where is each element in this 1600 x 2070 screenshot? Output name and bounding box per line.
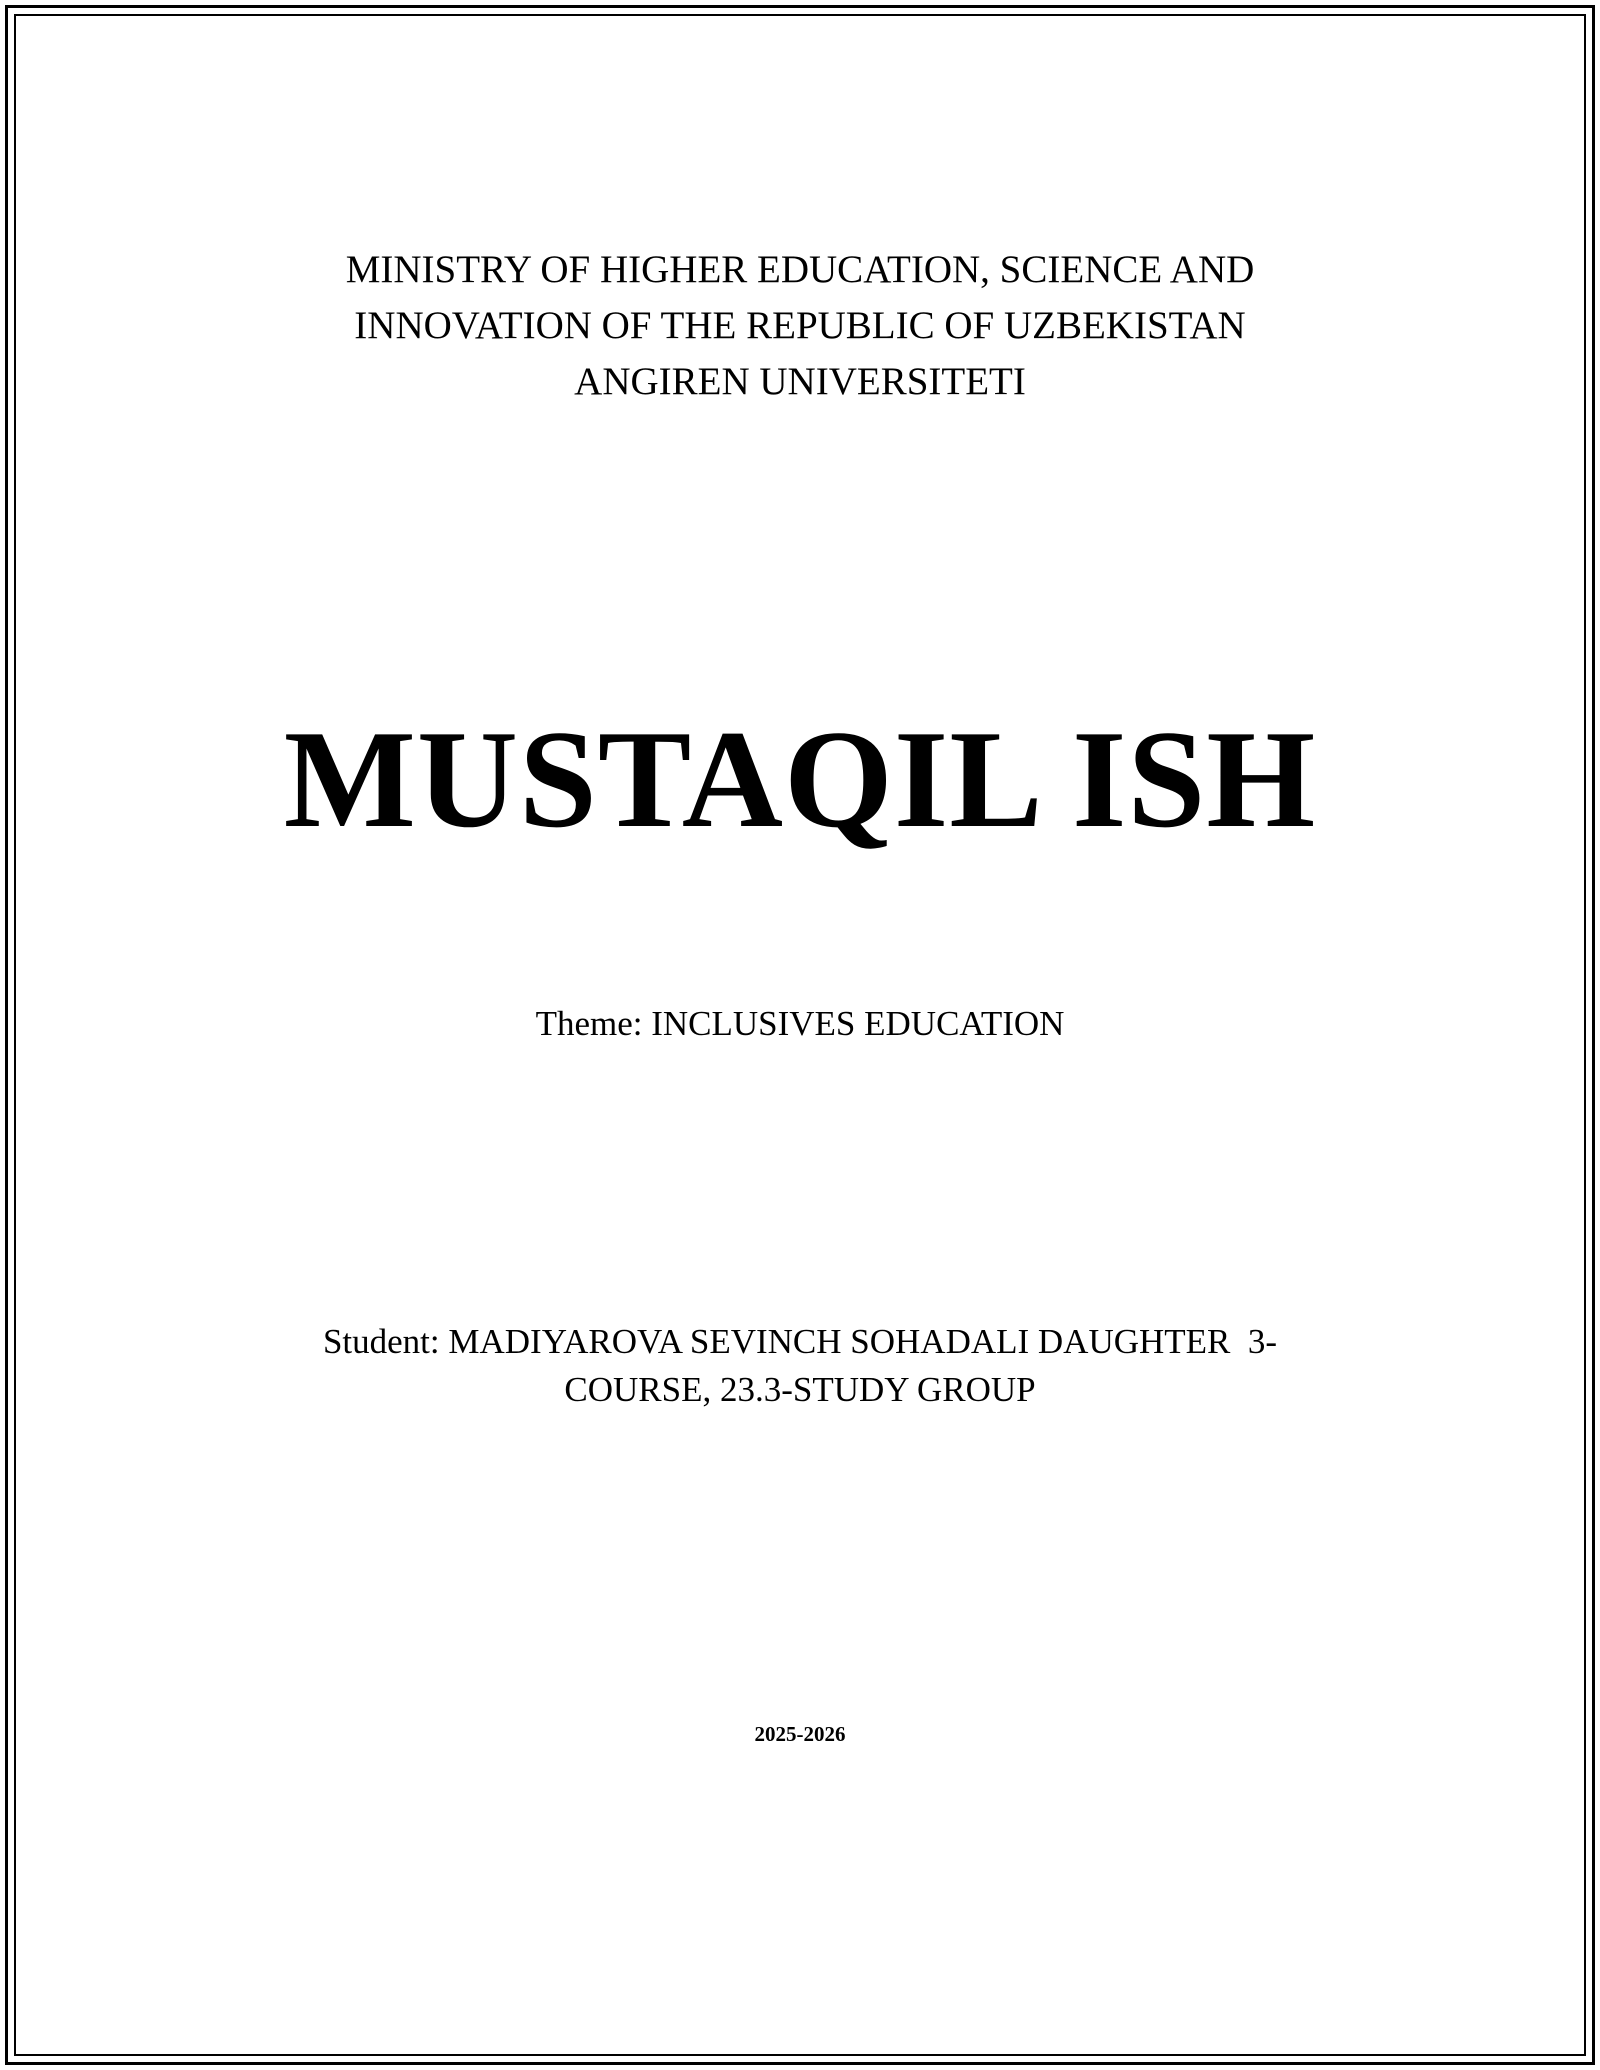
header-line-3: ANGIREN UNIVERSITETI [574, 360, 1026, 403]
academic-year: 2025-2026 [754, 1722, 846, 1746]
student-line-2: COURSE, 23.3-STUDY GROUP [564, 1370, 1036, 1409]
student-info [0, 1318, 1600, 1414]
student-line-1: Student: MADIYAROVA SEVINCH SOHADALI DAUGHTER 3- [322, 1322, 1278, 1361]
theme-line: Theme: INCLUSIVES EDUCATION [535, 1004, 1065, 1043]
institution-header [0, 242, 1600, 410]
header-line-2: INNOVATION OF THE REPUBLIC OF UZBEKISTAN [354, 304, 1246, 347]
document-title: MUSTAQIL ISH [283, 702, 1317, 857]
header-line-1: MINISTRY OF HIGHER EDUCATION, SCIENCE AND [345, 248, 1255, 291]
